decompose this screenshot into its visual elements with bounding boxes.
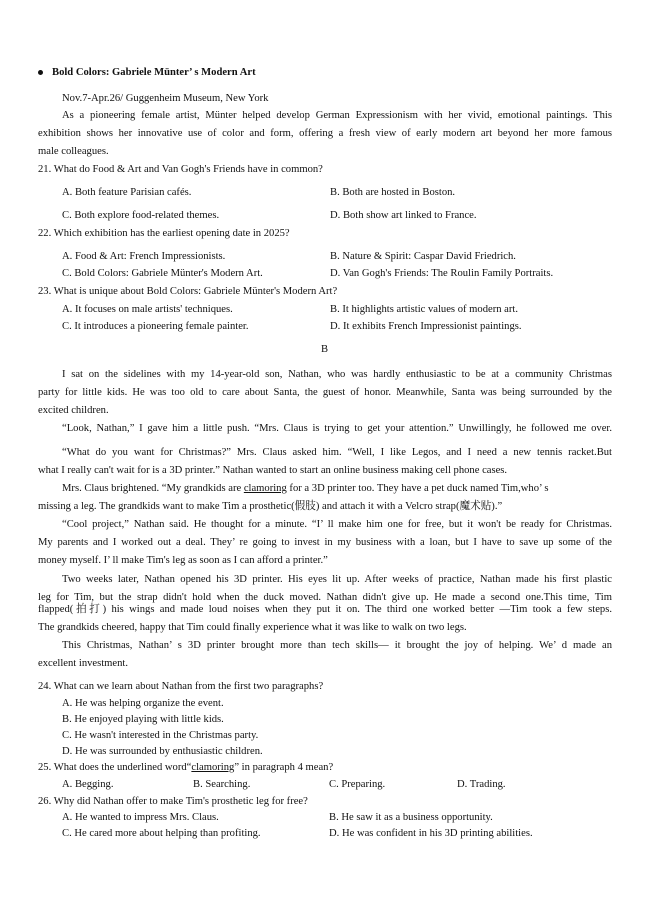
passage-line: leg for Tim, but the strap didn't hold when the duck moved. Nathan didn't give up. He made a second one.This time, Tim: [38, 592, 612, 603]
option-text: A. It focuses on male artists' techniques.: [62, 304, 233, 315]
option-text: A. Both feature Parisian cafés.: [62, 187, 192, 198]
underlined-word: clamoring: [191, 762, 235, 773]
passage-line: “What do you want for Christmas?” Mrs. Claus asked him. “Well, I like Legos, and I need a new tennis racket.But: [62, 447, 612, 458]
passage-text: for a 3D printer too. They have a pet duck named Tim,who’ s: [286, 483, 549, 494]
option-text: B. Nature & Spirit: Caspar David Friedrich.: [330, 251, 516, 262]
passage-text: Mrs. Claus brightened. “My grandkids are: [62, 483, 244, 494]
exhibition-desc-line: As a pioneering female artist, Münter helped develop German Expressionism with her vivid, emotional paintings. This: [62, 110, 612, 121]
passage-line: “Look, Nathan,” I gave him a little push. “Mrs. Claus is trying to get your attention.” Unwillingly, he followed me over.: [62, 423, 612, 434]
passage-line: I sat on the sidelines with my 14-year-old son, Nathan, who was hardly enthusiastic to be at a community Christmas: [62, 369, 612, 380]
question-stem: 23. What is unique about Bold Colors: Gabriele Münter's Modern Art?: [38, 286, 338, 297]
underlined-word: clamoring: [243, 483, 287, 494]
option-text: A. He wanted to impress Mrs. Claus.: [62, 812, 219, 823]
exhibition-desc-line: male colleagues.: [38, 146, 109, 157]
option-text: A. He was helping organize the event.: [62, 698, 224, 709]
passage-line: flapped(拍打) his wings and made loud noises when they put it on. The third one worked better —Tim took a few steps.: [38, 604, 612, 615]
option-text: B. It highlights artistic values of modern art.: [330, 304, 519, 315]
question-stem: 22. Which exhibition has the earliest opening date in 2025?: [38, 228, 290, 239]
option-text: C. Bold Colors: Gabriele Münter's Modern Art.: [62, 268, 263, 279]
question-stem: 24. What can we learn about Nathan from the first two paragraphs?: [38, 681, 324, 692]
exhibition-venue: Nov.7-Apr.26/ Guggenheim Museum, New York: [62, 93, 269, 104]
option-text: C. Both explore food-related themes.: [62, 210, 220, 221]
passage-line: excellent investment.: [38, 658, 129, 669]
passage-line: what I really can't wait for is a 3D printer.” Nathan wanted to start an online business making cell phone cases.: [38, 465, 508, 476]
question-stem: 26. Why did Nathan offer to make Tim's prosthetic leg for free?: [38, 796, 308, 807]
option-text: C. He wasn't interested in the Christmas party.: [62, 730, 259, 741]
bullet-icon: [38, 70, 43, 75]
option-text: A. Begging.: [62, 779, 114, 790]
option-text: B. Searching.: [193, 779, 251, 790]
passage-line: The grandkids cheered, happy that Tim could finally experience what it was like to walk on two legs.: [38, 622, 467, 633]
option-text: B. Both are hosted in Boston.: [330, 187, 456, 198]
option-text: B. He saw it as a business opportunity.: [329, 812, 493, 823]
passage-line: missing a leg. The grandkids want to make Tim a prosthetic(假肢) and attach it with a Velcro strap(魔术贴).”: [38, 501, 503, 512]
option-text: D. Both show art linked to France.: [330, 210, 477, 221]
option-text: A. Food & Art: French Impressionists.: [62, 251, 226, 262]
section-label: B: [321, 344, 329, 355]
question-stem: 21. What do Food & Art and Van Gogh's Friends have in common?: [38, 164, 323, 175]
passage-line: [62, 482, 549, 496]
option-text: D. He was confident in his 3D printing abilities.: [329, 828, 533, 839]
option-text: D. Trading.: [457, 779, 506, 790]
option-text: D. It exhibits French Impressionist paintings.: [330, 321, 522, 332]
passage-line: This Christmas, Nathan’ s 3D printer brought more than tech skills— it brought the joy of helping. We’ d made an: [62, 640, 612, 651]
option-text: C. It introduces a pioneering female painter.: [62, 321, 249, 332]
passage-line: excited children.: [38, 405, 109, 416]
passage-line: money myself. I’ ll make Tim's leg as soon as I can afford a printer.”: [38, 555, 328, 566]
option-text: C. He cared more about helping than profiting.: [62, 828, 261, 839]
passage-line: Two weeks later, Nathan opened his 3D printer. His eyes lit up. After weeks of practice, Nathan made his first plastic: [62, 574, 612, 585]
passage-line: party for little kids. He was too old to care about Santa, the guest of honor. Meanwhile, Santa was being surrounded by the: [38, 387, 612, 398]
exhibition-desc-line: exhibition shows her innovative use of color and form, offering a fresh view of early modern art beyond her more famous: [38, 128, 612, 139]
option-text: C. Preparing.: [329, 779, 386, 790]
option-text: D. Van Gogh's Friends: The Roulin Family Portraits.: [330, 268, 554, 279]
option-text: D. He was surrounded by enthusiastic children.: [62, 746, 263, 757]
question-stem: [38, 761, 333, 775]
passage-line: “Cool project,” Nathan said. He thought for a minute. “I’ ll make him one for free, but it won't be ready for Christmas.: [62, 519, 612, 530]
option-text: B. He enjoyed playing with little kids.: [62, 714, 224, 725]
question-text: 25. What does the underlined word“: [38, 762, 192, 773]
exhibition-heading: Bold Colors: Gabriele Münter’ s Modern Art: [52, 67, 256, 78]
passage-line: My parents and I worked out a deal. They’ re going to invest in my business with a loan, but I have to save up some of the: [38, 537, 612, 548]
question-text: ” in paragraph 4 mean?: [234, 762, 334, 773]
